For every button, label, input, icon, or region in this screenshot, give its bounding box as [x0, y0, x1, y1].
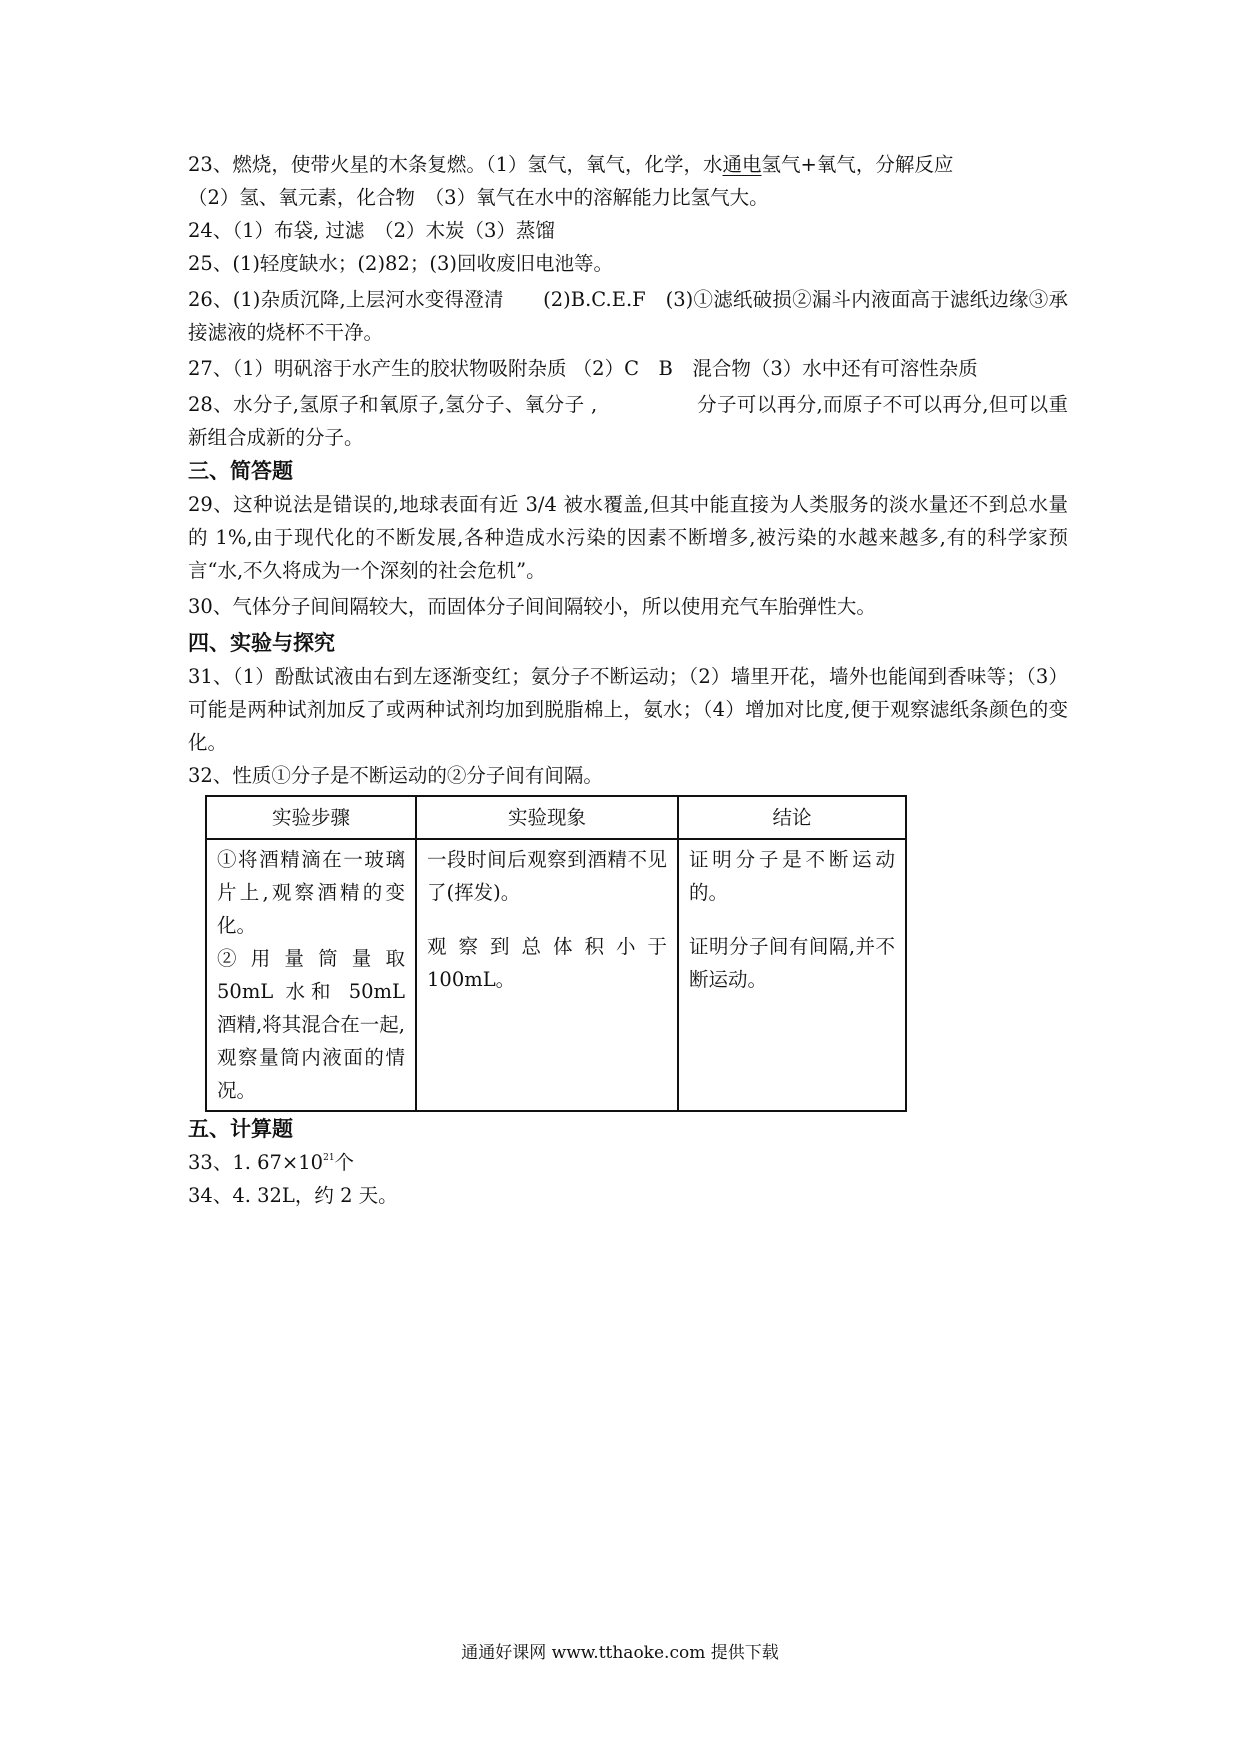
conclusion-cell — [678, 839, 906, 1111]
answer-23-text: 23、燃烧，使带火星的木条复燃。（1）氢气，氧气，化学，水 — [188, 153, 723, 176]
experiment-table — [205, 795, 907, 1112]
experiment-table-header-row — [206, 796, 906, 839]
answer-29: 29、这种说法是错误的,地球表面有近 3/4 被水覆盖,但其中能直接为人类服务的淡水量还不到总水量的 1%,由于现代化的不断发展,各种造成水污染的因素不断增多,被污染的水越来越多,有的科学家预言“水,不久将成为一个深刻的社会危机”。 — [188, 493, 1068, 582]
header-steps: 实验步骤 — [206, 796, 416, 839]
answer-23-text-end: 氢气+氧气，分解反应 — [761, 153, 954, 176]
conclusion-1: 证明分子是不断运动的。 — [689, 848, 895, 904]
answer-30: 30、气体分子间间隔较大，而固体分子间间隔较小，所以使用充气车胎弹性大。 — [188, 595, 876, 618]
answer-34: 34、4. 32L，约 2 天。 — [188, 1184, 398, 1207]
answer-24: 24、（1）布袋, 过滤 （2）木炭（3）蒸馏 — [188, 219, 555, 242]
answer-27: 27、（1）明矾溶于水产生的胶状物吸附杂质 （2）C B 混合物（3）水中还有可溶性杂质 — [188, 357, 978, 380]
step-1: ①将酒精滴在一玻璃片上,观察酒精的变化。 — [217, 848, 405, 937]
answer-28: 28、水分子,氢原子和氧原子,氢分子、氧分子 , 分子可以再分,而原子不可以再分,但可以重新组合成新的分子。 — [188, 393, 1068, 449]
answer-33 — [188, 1146, 1068, 1179]
steps-cell — [206, 839, 416, 1111]
header-phenomena: 实验现象 — [416, 796, 678, 839]
answer-25: 25、(1)轻度缺水；(2)82；(3)回收废旧电池等。 — [188, 252, 613, 275]
answer-32: 32、性质①分子是不断运动的②分子间有间隔。 — [188, 764, 603, 787]
section-5-title: 五、计算题 — [188, 1117, 293, 1141]
phenomena-cell — [416, 839, 678, 1111]
answer-sheet — [188, 148, 1068, 1212]
answer-23-underlined-condition: 通电 — [722, 153, 762, 176]
answer-33-exponent: 21 — [323, 1153, 335, 1163]
experiment-table-row — [206, 839, 906, 1111]
step-2: ② 用 量 筒 量 取 50mL 水和 50mL 酒精,将其混合在一起,观察量筒内液面的情况。 — [217, 947, 405, 1102]
answer-23-line2: （2）氢、氧元素，化合物 （3）氧气在水中的溶解能力比氢气大。 — [188, 186, 769, 209]
phenomenon-1: 一段时间后观察到酒精不见了(挥发)。 — [427, 848, 667, 904]
phenomenon-2: 观 察 到 总 体 积 小 于 100mL。 — [427, 935, 667, 991]
answer-23-line1 — [188, 148, 1068, 181]
answer-31: 31、（1）酚酞试液由右到左逐渐变红；氨分子不断运动；（2）墙里开花，墙外也能闻到香味等；（3）可能是两种试剂加反了或两种试剂均加到脱脂棉上，氨水；（4）增加对比度,便于观察滤纸条颜色的变化。 — [188, 665, 1068, 754]
footer-credit: 通通好课网 www.tthaoke.com 提供下载 — [461, 1643, 779, 1663]
header-conclusion: 结论 — [678, 796, 906, 839]
answer-33-base: 33、1. 67×10 — [188, 1151, 324, 1174]
conclusion-2: 证明分子间有间隔,并不断运动。 — [689, 935, 895, 991]
section-3-title: 三、简答题 — [188, 459, 293, 483]
answer-26: 26、(1)杂质沉降,上层河水变得澄清 (2)B.C.E.F (3)①滤纸破损②漏斗内液面高于滤纸边缘③承接滤液的烧杯不干净。 — [188, 288, 1068, 344]
answer-33-unit: 个 — [334, 1151, 355, 1174]
section-4-title: 四、实验与探究 — [188, 631, 335, 655]
